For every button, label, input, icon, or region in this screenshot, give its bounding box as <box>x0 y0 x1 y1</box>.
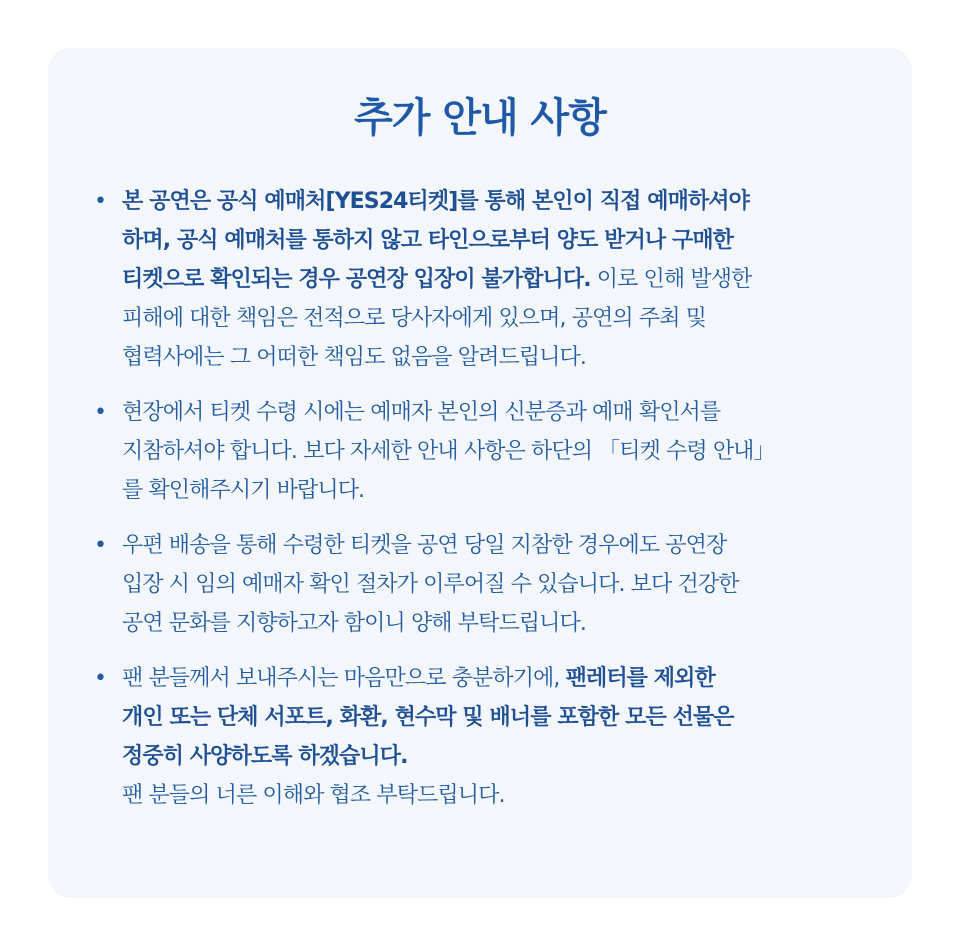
notice-text: 현장에서 티켓 수령 시에는 예매자 본인의 신분증과 예매 확인서를 <box>122 400 721 425</box>
notice-text: 를 확인해주시기 바랍니다. <box>122 478 365 503</box>
notice-text: 팬 분들의 너른 이해와 협조 부탁드립니다. <box>122 783 505 808</box>
notice-text: 공연 문화를 지향하고자 함이니 양해 부탁드립니다. <box>122 611 586 636</box>
bullet-icon: • <box>94 666 107 691</box>
notice-text-emphasis: 팬레터를 제외한 <box>565 666 715 691</box>
bullet-icon: • <box>94 400 107 425</box>
notice-text-emphasis: 정중히 사양하도록 하겠습니다. <box>122 744 408 769</box>
notice-line <box>122 471 882 510</box>
notice-line <box>122 338 882 377</box>
bullet-icon: • <box>94 533 107 558</box>
notice-item <box>92 393 882 510</box>
notice-text-emphasis: 개인 또는 단체 서포트, 화환, 현수막 및 배너를 포함한 모든 선물은 <box>122 705 734 730</box>
notice-line <box>122 221 882 260</box>
notice-line <box>122 604 882 643</box>
notice-line <box>122 776 882 815</box>
notice-text: 피해에 대한 책임은 전적으로 당사자에게 있으며, 공연의 주최 및 <box>122 306 706 331</box>
notice-text-emphasis: 티켓으로 확인되는 경우 공연장 입장이 불가합니다. <box>122 267 591 292</box>
notice-line <box>122 432 882 471</box>
notice-line <box>122 565 882 604</box>
notice-text: 팬 분들께서 보내주시는 마음만으로 충분하기에, <box>122 666 566 691</box>
page-title: 추가 안내 사항 <box>354 95 606 141</box>
notice-item <box>92 526 882 643</box>
notice-text-emphasis: 본 공연은 공식 예매처[YES24티켓]를 통해 본인이 직접 예매하셔야 <box>122 189 749 214</box>
notice-line <box>122 526 882 565</box>
notice-line <box>122 182 882 221</box>
notice-line <box>122 393 882 432</box>
notice-text: 입장 시 임의 예매자 확인 절차가 이루어질 수 있습니다. 보다 건강한 <box>122 572 739 597</box>
notice-line <box>122 299 882 338</box>
notice-text-emphasis: 하며, 공식 예매처를 통하지 않고 타인으로부터 양도 받거나 구매한 <box>122 228 734 253</box>
notice-line <box>122 260 882 299</box>
notice-text: 이로 인해 발생한 <box>590 267 752 292</box>
notice-text: 지참하셔야 합니다. 보다 자세한 안내 사항은 하단의 「티켓 수령 안내」 <box>122 439 775 464</box>
notice-list <box>92 182 882 815</box>
notice-text: 협력사에는 그 어떠한 책임도 없음을 알려드립니다. <box>122 345 586 370</box>
notice-line <box>122 659 882 698</box>
bullet-icon: • <box>94 189 107 214</box>
notice-item <box>92 659 882 815</box>
notice-item <box>92 182 882 377</box>
notice-line <box>122 698 882 737</box>
notice-line <box>122 737 882 776</box>
notice-text: 우편 배송을 통해 수령한 티켓을 공연 당일 지참한 경우에도 공연장 <box>122 533 727 558</box>
